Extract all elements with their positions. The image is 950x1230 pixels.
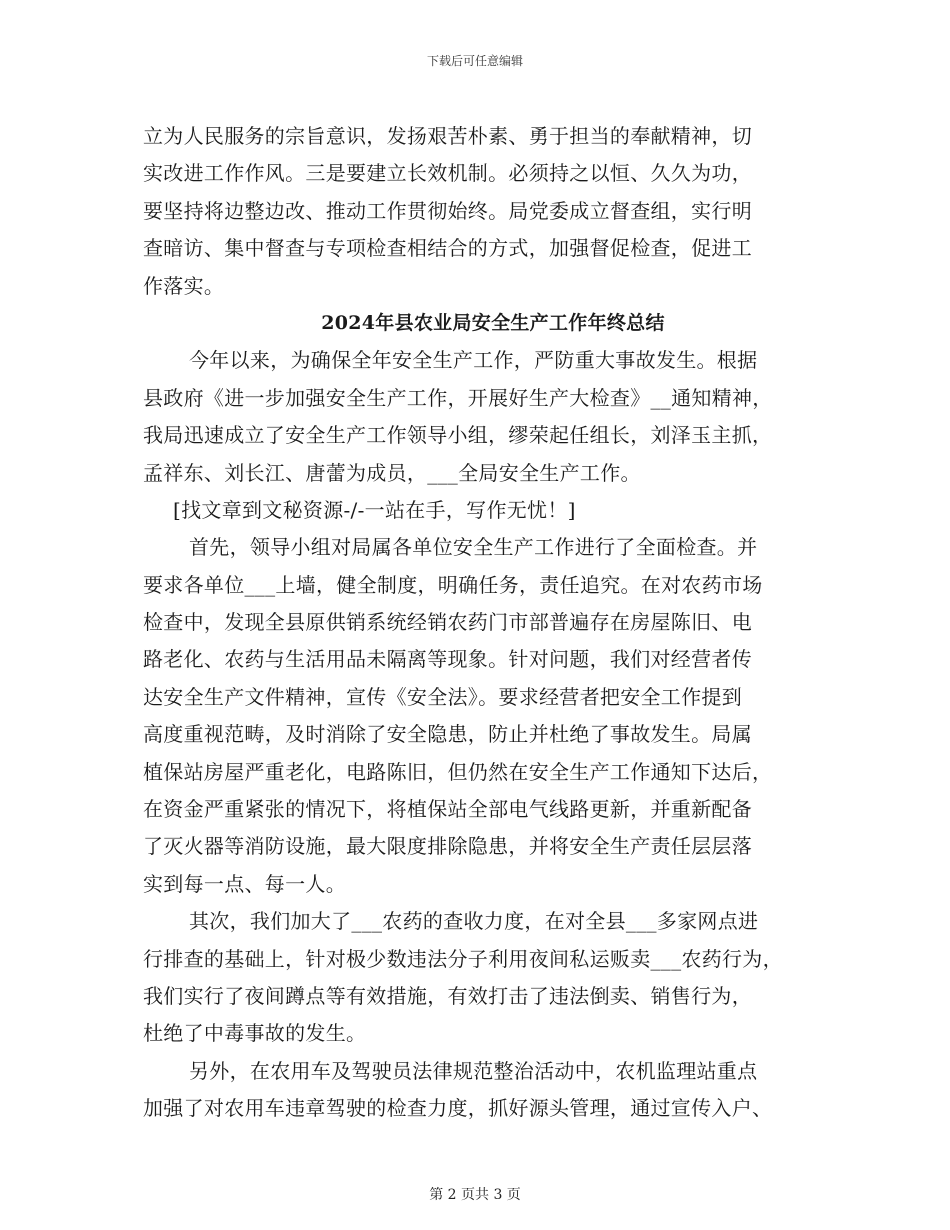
text-line: 高度重视范畴，及时消除了安全隐患，防止并杜绝了事故发生。局属	[143, 722, 752, 747]
document-body	[143, 118, 813, 1128]
text-line: 县政府《进一步加强安全生产工作，开展好生产大检查》__通知精神，	[143, 385, 773, 410]
text-line: 了灭火器等消防设施，最大限度排除隐患，并将安全生产责任层层落	[143, 834, 752, 859]
text-line: 检查中，发现全县原供销系统经销农药门市部普遍存在房屋陈旧、电	[143, 610, 752, 635]
text-line: 实到每一点、每一人。	[143, 871, 346, 896]
text-line: 作落实。	[143, 273, 225, 298]
text-line: 要求各单位___上墙，健全制度，明确任务，责任追究。在对农药市场	[143, 572, 763, 597]
text-line: 其次，我们加大了___农药的查收力度，在对全县___多家网点进	[189, 909, 759, 934]
text-line: 杜绝了中毒事故的发生。	[143, 1021, 367, 1046]
text-line: 我局迅速成立了安全生产工作领导小组，缪荣起任组长，刘泽玉主抓，	[143, 423, 773, 448]
text-line: 另外，在农用车及驾驶员法律规范整治活动中，农机监理站重点	[189, 1058, 758, 1083]
text-line: [找文章到文秘资源-/-一站在手，写作无忧！]	[173, 497, 576, 522]
text-line: 达安全生产文件精神，宣传《安全法》。要求经营者把安全工作提到	[143, 684, 742, 709]
text-line: 今年以来，为确保全年安全生产工作，严防重大事故发生。根据	[189, 348, 758, 373]
page-footer: 第 2 页共 3 页	[429, 1187, 521, 1203]
text-line: 加强了对农用车违章驾驶的检查力度，抓好源头管理，通过宣传入户、	[143, 1096, 773, 1121]
text-line: 首先，领导小组对局属各单位安全生产工作进行了全面检查。并	[189, 535, 758, 560]
text-line: 查暗访、集中督查与专项检查相结合的方式，加强督促检查，促进工	[143, 236, 752, 261]
text-line: 我们实行了夜间蹲点等有效措施，有效打击了违法倒卖、销售行为，	[143, 983, 752, 1008]
page-header: 下载后可任意编辑	[426, 54, 523, 68]
text-line: 实改进工作作风。三是要建立长效机制。必须持之以恒、久久为功，	[143, 161, 752, 186]
text-line: 要坚持将边整边改、推动工作贯彻始终。局党委成立督查组，实行明	[143, 198, 752, 223]
text-line: 在资金严重紧张的情况下，将植保站全部电气线路更新，并重新配备	[143, 797, 752, 822]
text-line: 孟祥东、刘长江、唐蕾为成员，___全局安全生产工作。	[143, 460, 641, 485]
text-line: 行排查的基础上，针对极少数违法分子利用夜间私运贩卖___农药行为，	[143, 946, 783, 971]
text-line: 立为人民服务的宗旨意识，发扬艰苦朴素、勇于担当的奉献精神，切	[143, 124, 752, 148]
document-title: 2024年县农业局安全生产工作年终总结	[321, 311, 665, 334]
text-line: 路老化、农药与生活用品未隔离等现象。针对问题，我们对经营者传	[143, 647, 752, 672]
text-line: 植保站房屋严重老化，电路陈旧，但仍然在安全生产工作通知下达后，	[143, 759, 773, 784]
